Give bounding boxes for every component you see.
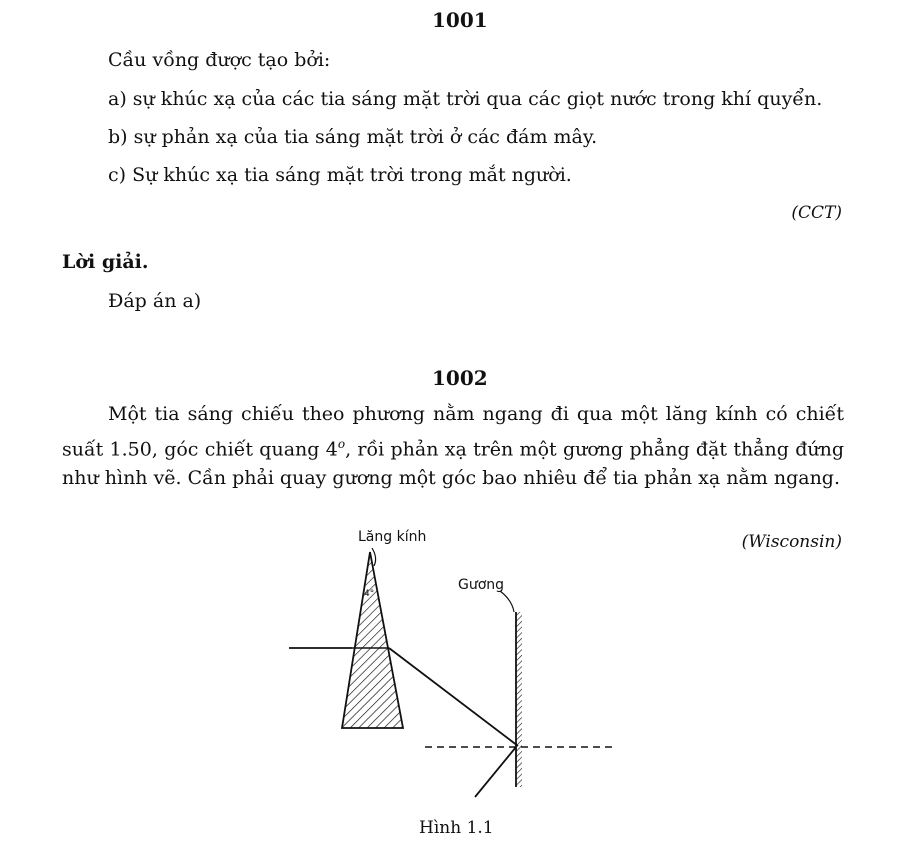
degree-superscript: o — [337, 436, 346, 451]
solution-heading: Lời giải. — [62, 251, 149, 273]
problem-1002-text-start: Một tia sáng chiếu theo phương nằm ngang đi qua một lăng kính có chiết suất 1.50, góc chiết quang 4 — [62, 403, 844, 460]
problem-1001-question: Cầu vồng được tạo bởi: — [108, 49, 331, 71]
solution-answer: Đáp án a) — [108, 290, 202, 312]
refracted-ray — [389, 648, 518, 746]
prism-shape — [342, 552, 403, 728]
figure-caption: Hình 1.1 — [419, 818, 494, 838]
problem-1002-number: 1002 — [432, 366, 488, 390]
reflected-ray — [475, 747, 516, 797]
mirror-label: Gương — [458, 577, 505, 593]
problem-1001-number: 1001 — [432, 8, 488, 32]
problem-1002-text-end: , rồi phản xạ trên một gương phẳng đặt thẳng đứng như hình vẽ. Cần phải quay gương một góc bao nhiêu để tia phản xạ nằm ngang. — [62, 437, 845, 490]
problem-1001-option-a: a) sự khúc xạ của các tia sáng mặt trời qua các giọt nước trong khí quyển. — [108, 88, 823, 110]
problem-1002-source: (Wisconsin) — [741, 532, 842, 552]
problem-1001-option-c: c) Sự khúc xạ tia sáng mặt trời trong mắt người. — [108, 164, 572, 186]
problem-1001-option-b: b) sự phản xạ của tia sáng mặt trời ở các đám mây. — [108, 126, 598, 148]
mirror-label-pointer — [500, 591, 514, 612]
prism-label: Lăng kính — [358, 529, 427, 545]
mirror-hatching — [516, 612, 522, 787]
problem-1001-source: (CCT) — [791, 203, 842, 223]
apex-angle-label: 4° — [364, 589, 375, 599]
